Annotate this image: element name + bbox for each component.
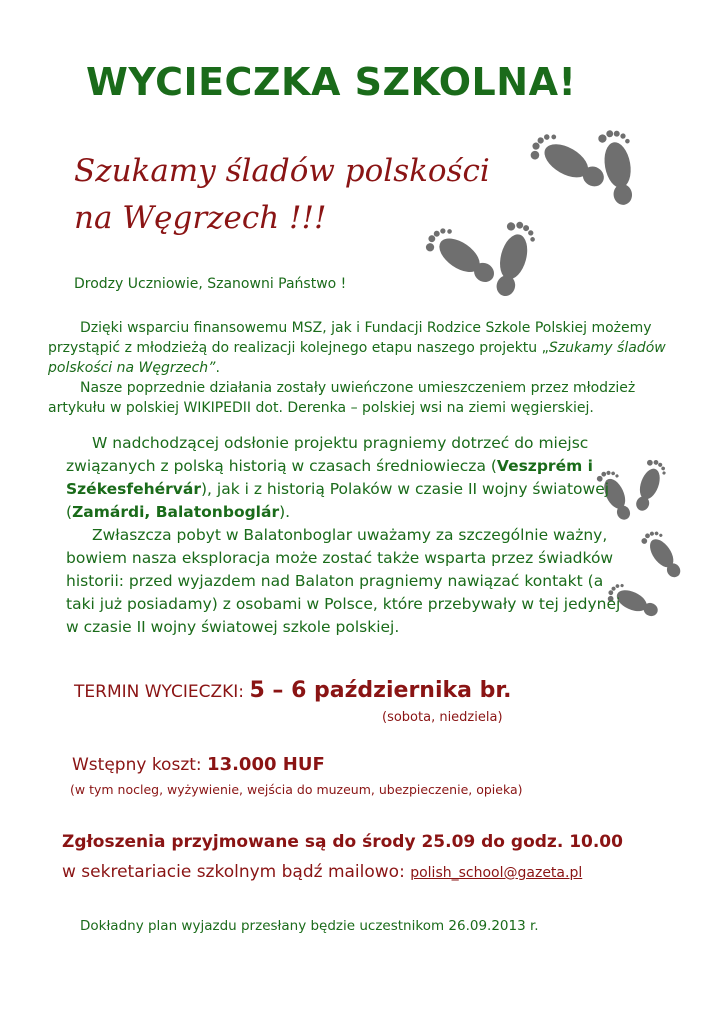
- project-text: ).: [279, 503, 291, 521]
- registration-deadline: Zgłoszenia przyjmowane są do środy 25.09 do godz. 10.00: [62, 832, 623, 852]
- intro-text-end: .: [215, 360, 220, 376]
- project-paragraph-2: Zwłaszcza pobyt w Balatonboglar uważamy za szczególnie ważny, bowiem nasza eksploracja może zostać także wsparta przez świadków historii: przed wyjazdem nad Balaton pragniemy nawiązać kontakt (a taki już posiadamy) z osobami w Polsce, które przebywały w tej jedynej w czasie II wojny światowej szkole polskiej.: [66, 526, 621, 636]
- registration-text: w sekretariacie szkolnym bądź mailowo:: [62, 862, 411, 882]
- footprints-top-decoration: [390, 120, 680, 300]
- intro-paragraph-1: [48, 318, 678, 378]
- footprint-icon: [597, 127, 640, 207]
- subtitle-line-2: na Węgrzech !!!: [74, 200, 327, 236]
- places-medieval: Veszprém i Székesfehérvár: [66, 457, 593, 498]
- trip-cost-value: 13.000 HUF: [207, 754, 325, 775]
- footprint-icon: [489, 219, 538, 300]
- trip-date-label: TERMIN WYCIECZKI:: [74, 682, 250, 702]
- intro-paragraph: [48, 318, 678, 418]
- footprint-icon: [422, 222, 502, 291]
- project-paragraph: [66, 432, 626, 639]
- places-ww2: Zamárdi, Balatonboglár: [72, 503, 280, 521]
- trip-cost-label: Wstępny koszt:: [72, 755, 208, 775]
- plan-note: Dokładny plan wyjazdu przesłany będzie uczestnikom 26.09.2013 r.: [80, 918, 539, 934]
- footprint-icon: [631, 457, 669, 514]
- greeting: Drodzy Uczniowie, Szanowni Państwo !: [74, 276, 347, 292]
- trip-cost: [72, 754, 325, 775]
- intro-text: Dzięki wsparciu finansowemu MSZ, jak i Fundacji Rodzice Szkole Polskiej możemy przystąpić z młodzieżą do realizacji kolejnego etapu naszego projektu „: [48, 320, 652, 356]
- project-paragraph-1: [66, 432, 626, 524]
- trip-date-value: 5 – 6 października br.: [249, 678, 512, 703]
- trip-date: [74, 678, 511, 703]
- email-link[interactable]: polish_school@gazeta.pl: [410, 865, 583, 881]
- footprint-icon: [639, 527, 687, 582]
- project-text: ), jak i z historią Polaków w czasie II wojny światowej (: [66, 480, 610, 521]
- project-text: W nadchodzącej odsłonie projektu pragniemy dotrzeć do miejsc związanych z polską historią w czasach średniowiecza (: [66, 434, 589, 475]
- intro-paragraph-2: Nasze poprzednie działania zostały uwieńczone umieszczeniem przez młodzież artykułu w polskiej WIKIPEDII dot. Derenka – polskiej wsi na ziemi węgierskiej.: [48, 380, 636, 416]
- project-name: Szukamy śladów polskości na Węgrzech”: [48, 340, 666, 376]
- page-title: WYCIECZKA SZKOLNA!: [86, 60, 577, 104]
- subtitle-line-1: Szukamy śladów polskości: [74, 153, 490, 189]
- trip-days: (sobota, niedziela): [382, 710, 503, 725]
- registration-contact: [62, 862, 582, 882]
- trip-cost-details: (w tym nocleg, wyżywienie, wejścia do muzeum, ubezpieczenie, opieka): [70, 782, 523, 797]
